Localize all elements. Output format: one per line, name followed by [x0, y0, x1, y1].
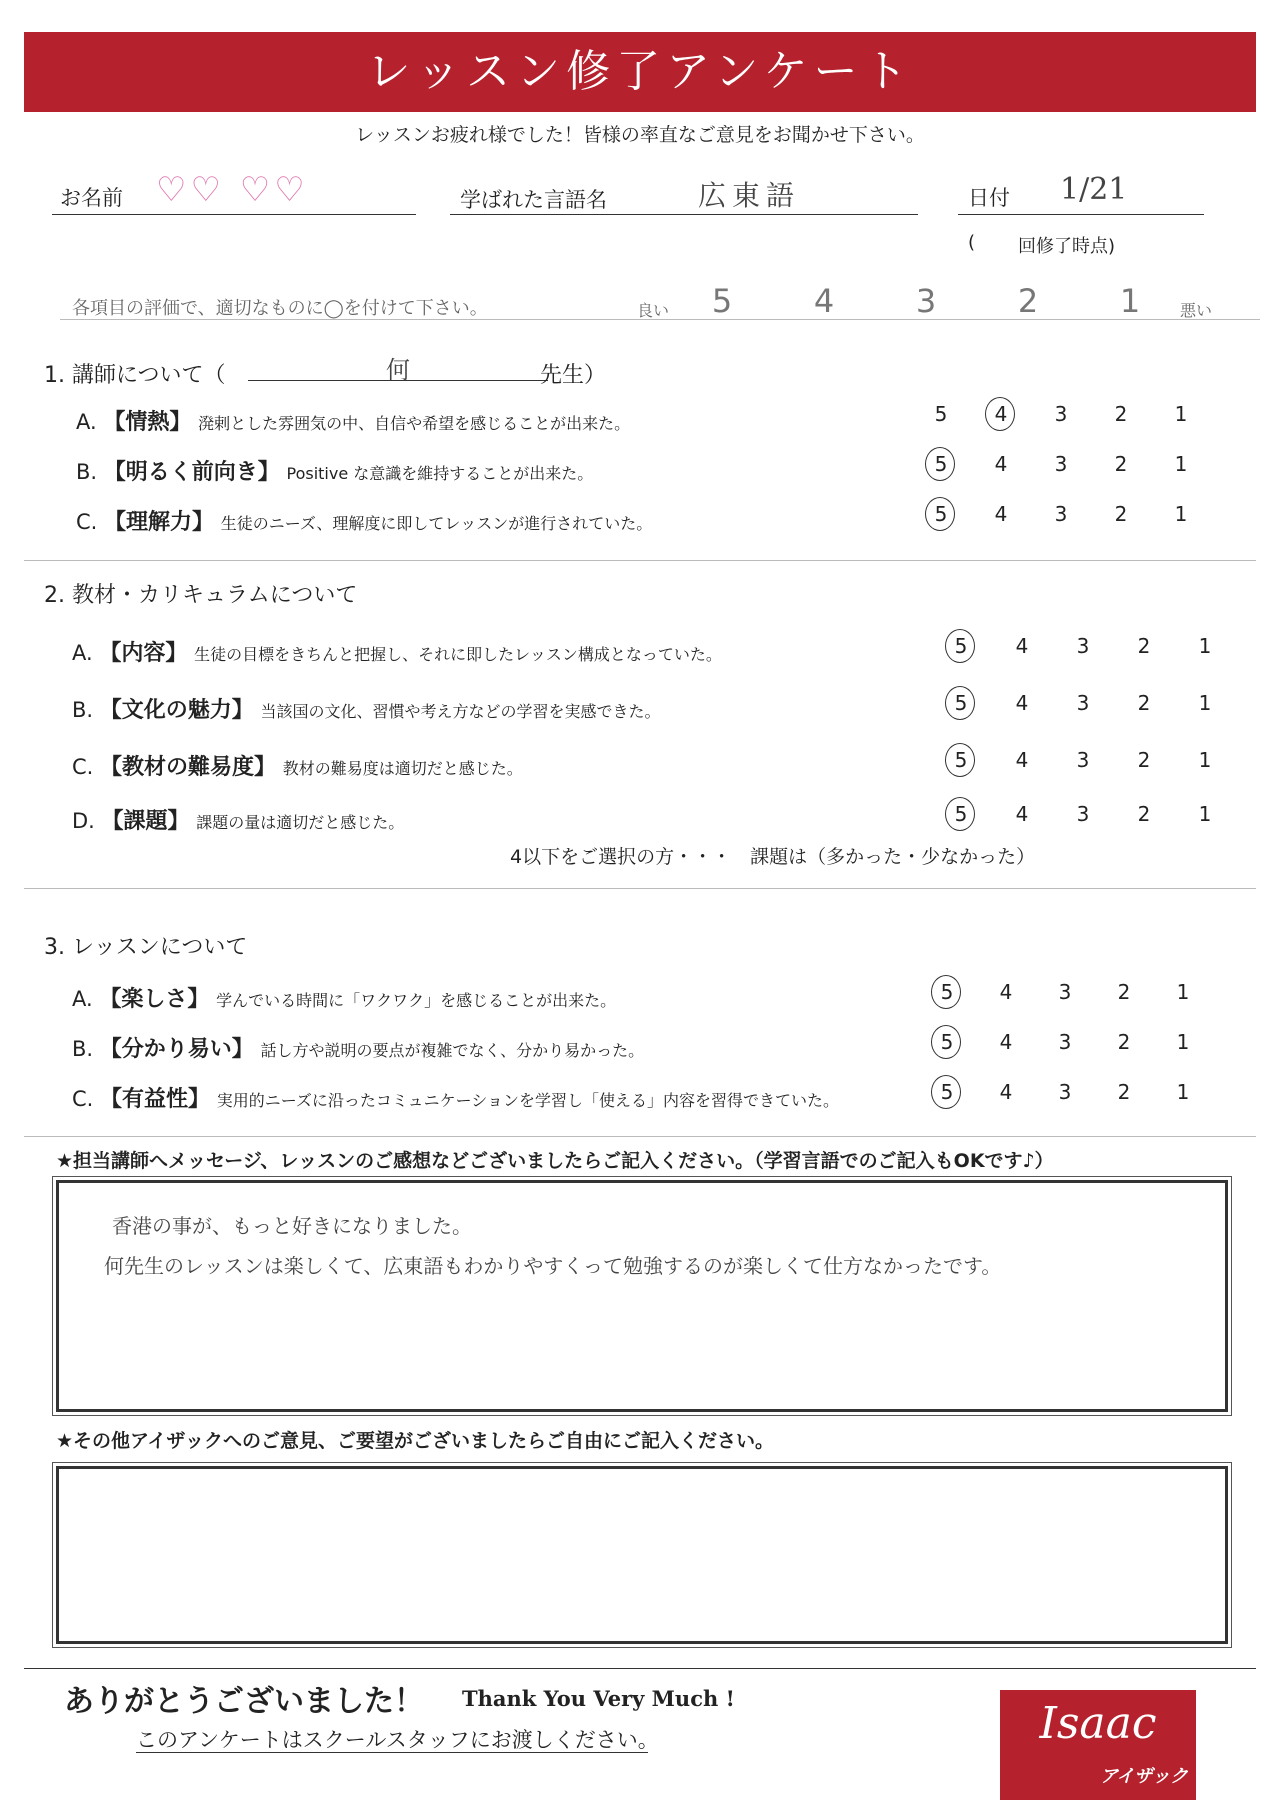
- section2-heading: 2. 教材・カリキュラムについて: [44, 583, 358, 608]
- s1a-rating-2[interactable]: 2: [1114, 402, 1128, 426]
- item-letter: B.: [72, 1037, 94, 1061]
- name-underline: [52, 214, 416, 215]
- date-label: 日付: [968, 186, 1010, 210]
- section-divider: [24, 1136, 1256, 1137]
- s2b-rating-1[interactable]: 1: [1198, 691, 1212, 715]
- s1c-rating-4[interactable]: 4: [994, 502, 1008, 526]
- s2c-rating-1[interactable]: 1: [1198, 748, 1212, 772]
- s2a-rating-1[interactable]: 1: [1198, 634, 1212, 658]
- s3c-rating-1[interactable]: 1: [1176, 1080, 1190, 1104]
- item-tag: 【情熱】: [103, 410, 192, 435]
- s3c-rating-4[interactable]: 4: [999, 1080, 1013, 1104]
- date-underline: [958, 214, 1204, 215]
- item-letter: C.: [72, 755, 94, 779]
- item-tag: 【明るく前向き】: [103, 460, 280, 485]
- item-letter: A.: [76, 410, 97, 434]
- s2d-rating-4[interactable]: 4: [1015, 802, 1029, 826]
- name-value: ♡♡ ♡♡: [156, 170, 309, 210]
- date-value: 1/21: [1060, 172, 1128, 207]
- teacher-message-heading: ★担当講師へメッセージ、レッスンのご感想などございましたらご記入ください。（学習言語でのご記入もOKです♪）: [56, 1150, 1054, 1172]
- s3b-rating-4[interactable]: 4: [999, 1030, 1013, 1054]
- s1b-selected-circle: [925, 447, 955, 481]
- s1a-rating-1[interactable]: 1: [1174, 402, 1188, 426]
- handover-underline: [136, 1752, 648, 1753]
- item-desc: 実用的ニーズに沿ったコミュニケーションを学習し「使える」内容を習得できていた。: [216, 1091, 839, 1110]
- teacher-suffix: 先生）: [540, 363, 607, 388]
- isaac-logo-text: Isaac: [1039, 1698, 1157, 1749]
- section1-heading: 1. 講師について（: [44, 363, 226, 388]
- s2b-rating-5[interactable]: 5: [954, 691, 968, 715]
- s2a-rating-4[interactable]: 4: [1015, 634, 1029, 658]
- teacher-message-line1: 香港の事が、もっと好きになりました。: [112, 1214, 472, 1238]
- item-tag: 【文化の魅力】: [99, 698, 254, 723]
- s2d-rating-1[interactable]: 1: [1198, 802, 1212, 826]
- s1c-rating-5[interactable]: 5: [934, 502, 948, 526]
- scale-number-2: 2: [1017, 282, 1039, 320]
- item-desc: 当該国の文化、習慣や考え方などの学習を実感できた。: [260, 702, 661, 721]
- s1c-selected-circle: [925, 497, 955, 531]
- s2-item-a: [72, 636, 722, 667]
- section3-heading: 3. レッスンについて: [44, 935, 248, 960]
- s2a-rating-2[interactable]: 2: [1137, 634, 1151, 658]
- scale-number-1: 1: [1119, 282, 1141, 320]
- s3b-rating-2[interactable]: 2: [1117, 1030, 1131, 1054]
- s2a-rating-5[interactable]: 5: [954, 634, 968, 658]
- s3a-rating-4[interactable]: 4: [999, 980, 1013, 1004]
- s3a-selected-circle: [931, 975, 961, 1009]
- item-letter: B.: [76, 460, 98, 484]
- item-desc: Positive な意識を維持することが出来た。: [286, 464, 594, 483]
- teacher-name: 何: [386, 356, 410, 384]
- s2b-rating-4[interactable]: 4: [1015, 691, 1029, 715]
- s3-item-a: [72, 982, 616, 1013]
- item-tag: 【内容】: [99, 641, 188, 666]
- page-title: レッスン修了アンケート: [366, 46, 914, 97]
- item-desc: 溌剌とした雰囲気の中、自信や希望を感じることが出来た。: [198, 414, 631, 433]
- language-underline: [450, 214, 918, 215]
- item-tag: 【課題】: [101, 809, 190, 834]
- s3-item-b: [72, 1032, 644, 1063]
- s2-item-c: [72, 750, 523, 781]
- item-desc: 教材の難易度は適切だと感じた。: [282, 759, 523, 778]
- s1b-rating-4[interactable]: 4: [994, 452, 1008, 476]
- language-label: 学ばれた言語名: [460, 188, 607, 212]
- page-subtitle: レッスンお疲れ様でした！皆様の率直なご意見をお聞かせ下さい。: [355, 124, 925, 146]
- item-letter: A.: [72, 641, 93, 665]
- name-label: お名前: [60, 186, 123, 210]
- scale-bad-label: 悪い: [1180, 301, 1213, 320]
- item-tag: 【教材の難易度】: [100, 755, 277, 780]
- s3a-rating-2[interactable]: 2: [1117, 980, 1131, 1004]
- session-note: 回修了時点): [1018, 236, 1116, 257]
- s2d-rating-3[interactable]: 3: [1076, 802, 1090, 826]
- thanks-english: Thank You Very Much !: [462, 1686, 735, 1711]
- item-tag: 【理解力】: [104, 510, 215, 535]
- s2b-rating-2[interactable]: 2: [1137, 691, 1151, 715]
- item-letter: B.: [72, 698, 94, 722]
- s2d-selected-circle: [945, 797, 975, 831]
- s2c-rating-5[interactable]: 5: [954, 748, 968, 772]
- s1-item-b: [76, 455, 593, 486]
- s2c-selected-circle: [945, 743, 975, 777]
- s3a-rating-3[interactable]: 3: [1058, 980, 1072, 1004]
- section-divider: [24, 888, 1256, 889]
- s2b-rating-3[interactable]: 3: [1076, 691, 1090, 715]
- s3a-rating-1[interactable]: 1: [1176, 980, 1190, 1004]
- session-note-open: (: [968, 232, 976, 253]
- other-feedback-heading: ★その他アイザックへのご意見、ご要望がございましたらご自由にご記入ください。: [56, 1430, 774, 1452]
- workload-note: 4以下をご選択の方・・・ 課題は（多かった・少なかった）: [510, 846, 1036, 868]
- s1b-rating-3[interactable]: 3: [1054, 452, 1068, 476]
- s1c-rating-1[interactable]: 1: [1174, 502, 1188, 526]
- s3c-rating-5[interactable]: 5: [940, 1080, 954, 1104]
- item-letter: A.: [72, 987, 93, 1011]
- s3a-rating-5[interactable]: 5: [940, 980, 954, 1004]
- item-desc: 生徒のニーズ、理解度に即してレッスンが進行されていた。: [220, 514, 653, 533]
- s2a-rating-3[interactable]: 3: [1076, 634, 1090, 658]
- section-divider: [24, 560, 1256, 561]
- scale-number-5: 5: [711, 282, 733, 320]
- s3-item-c: [72, 1082, 839, 1113]
- item-letter: C.: [76, 510, 98, 534]
- s2a-selected-circle: [945, 629, 975, 663]
- s2d-rating-2[interactable]: 2: [1137, 802, 1151, 826]
- s3b-rating-5[interactable]: 5: [940, 1030, 954, 1054]
- s3c-selected-circle: [931, 1075, 961, 1109]
- s1-item-a: [76, 405, 630, 436]
- s1b-rating-5[interactable]: 5: [934, 452, 948, 476]
- isaac-logo-kana: アイザック: [1100, 1766, 1189, 1787]
- s2c-rating-2[interactable]: 2: [1137, 748, 1151, 772]
- scale-number-4: 4: [813, 282, 835, 320]
- s1c-rating-2[interactable]: 2: [1114, 502, 1128, 526]
- item-tag: 【有益性】: [100, 1087, 211, 1112]
- item-desc: 生徒の目標をきちんと把握し、それに即したレッスン構成となっていた。: [194, 645, 722, 664]
- s1a-rating-4[interactable]: 4: [994, 402, 1008, 426]
- thanks-japanese: ありがとうございました！: [64, 1684, 424, 1719]
- rating-instruction: 各項目の評価で、適切なものに◯を付けて下さい。: [72, 298, 488, 319]
- scale-number-3: 3: [915, 282, 937, 320]
- s3b-selected-circle: [931, 1025, 961, 1059]
- item-desc: 課題の量は適切だと感じた。: [196, 813, 405, 832]
- other-feedback-box[interactable]: [56, 1466, 1228, 1644]
- footer-rule: [24, 1668, 1256, 1669]
- s1-item-c: [76, 505, 652, 536]
- s1a-rating-5[interactable]: 5: [934, 402, 948, 426]
- s2c-rating-3[interactable]: 3: [1076, 748, 1090, 772]
- item-desc: 学んでいる時間に「ワクワク」を感じることが出来た。: [216, 991, 617, 1010]
- item-letter: D.: [72, 809, 95, 833]
- s2c-rating-4[interactable]: 4: [1015, 748, 1029, 772]
- s3b-rating-1[interactable]: 1: [1176, 1030, 1190, 1054]
- item-tag: 【楽しさ】: [99, 987, 210, 1012]
- s1a-rating-3[interactable]: 3: [1054, 402, 1068, 426]
- language-value: 広東語: [698, 179, 801, 212]
- item-letter: C.: [72, 1087, 94, 1111]
- item-desc: 話し方や説明の要点が複雑でなく、分かり易かった。: [260, 1041, 645, 1060]
- s3c-rating-3[interactable]: 3: [1058, 1080, 1072, 1104]
- s2d-rating-5[interactable]: 5: [954, 802, 968, 826]
- scale-good-label: 良い: [637, 301, 670, 320]
- teacher-message-line2: 何先生のレッスンは楽しくて、広東語もわかりやすくって勉強するのが楽しくて仕方なかったです。: [104, 1254, 1002, 1278]
- item-tag: 【分かり易い】: [99, 1037, 254, 1062]
- s1b-rating-2[interactable]: 2: [1114, 452, 1128, 476]
- s3b-rating-3[interactable]: 3: [1058, 1030, 1072, 1054]
- s2-item-b: [72, 693, 661, 724]
- s2-item-d: [72, 804, 404, 835]
- s1b-rating-1[interactable]: 1: [1174, 452, 1188, 476]
- s3c-rating-2[interactable]: 2: [1117, 1080, 1131, 1104]
- s1a-selected-circle: [985, 397, 1015, 431]
- s2b-selected-circle: [945, 686, 975, 720]
- handover-instruction: このアンケートはスクールスタッフにお渡しください。: [136, 1728, 659, 1752]
- s1c-rating-3[interactable]: 3: [1054, 502, 1068, 526]
